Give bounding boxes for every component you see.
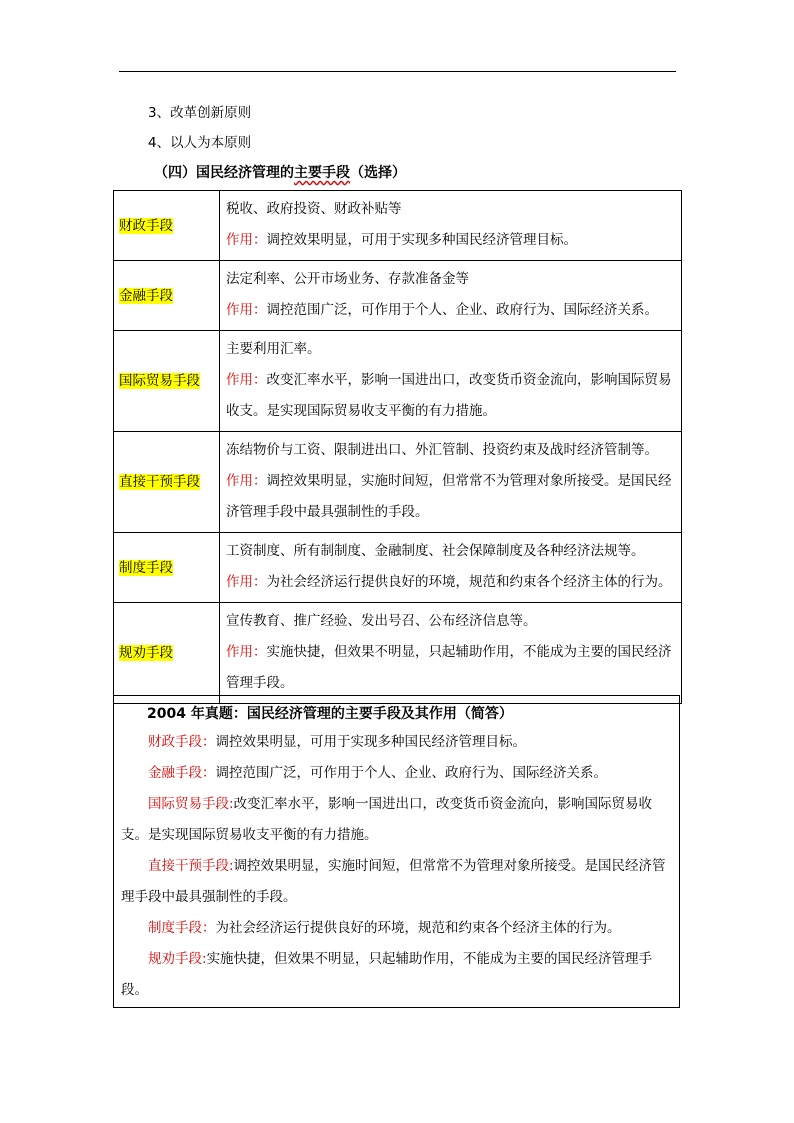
means-name: 金融手段: [119, 287, 173, 304]
exam-title: 2004 年真题：国民经济管理的主要手段及其作用（简答）: [147, 706, 513, 722]
means-name-cell: [114, 533, 220, 603]
means-effect: 作用：实施快捷，但效果不明显，只起辅助作用，不能成为主要的国民经济管理手段。: [226, 644, 672, 691]
exam-item: [121, 758, 673, 789]
exam-item-label: 财政手段：: [148, 734, 216, 750]
principle-item: 3、改革创新原则: [148, 105, 252, 121]
principle-item: 4、以人为本原则: [148, 135, 252, 151]
means-examples: 法定利率、公开市场业务、存款准备金等: [226, 271, 469, 287]
table-row: [114, 432, 682, 533]
means-name: 财政手段: [119, 217, 173, 234]
means-name-cell: [114, 432, 220, 533]
means-desc-cell: [220, 432, 682, 533]
means-name: 规劝手段: [119, 645, 173, 661]
means-name: 直接干预手段: [119, 474, 200, 490]
exam-item-text: 改变汇率水平，影响一国进出口，改变货币资金流向，影响国际贸易收支。是实现国际贸易收支平衡的有力措施。: [121, 796, 653, 843]
section-heading-emphasis: 主要手段: [294, 165, 350, 181]
means-desc-cell: [220, 191, 682, 261]
table-row: [114, 191, 682, 261]
means-examples: 主要利用汇率。: [226, 341, 321, 357]
means-table: [113, 190, 682, 704]
means-effect: 作用：为社会经济运行提供良好的环境，规范和约束各个经济主体的行为。: [226, 574, 672, 590]
exam-item: [121, 727, 673, 758]
means-effect: 作用：改变汇率水平，影响一国进出口，改变货币资金流向，影响国际贸易收支。是实现国际贸易收支平衡的有力措施。: [226, 372, 672, 419]
means-name-cell: [114, 261, 220, 331]
exam-item-label: 直接干预手段:: [148, 858, 234, 874]
section-heading-prefix: （四）国民经济管理的: [154, 165, 294, 181]
table-row: [114, 261, 682, 331]
table-row: [114, 533, 682, 603]
header-rule: [119, 71, 676, 72]
exam-box: [113, 695, 680, 1008]
section-heading: [154, 162, 406, 184]
effect-label: 作用：: [226, 644, 267, 660]
exam-item: [121, 913, 673, 944]
means-examples: 冻结物价与工资、限制进出口、外汇管制、投资约束及战时经济管制等。: [226, 442, 658, 458]
table-row: [114, 331, 682, 432]
effect-label: 作用：: [226, 473, 267, 489]
means-effect: 作用：调控范围广泛，可作用于个人、企业、政府行为、国际经济关系。: [226, 302, 658, 318]
means-name-cell: [114, 191, 220, 261]
exam-item-label: 规劝手段:: [148, 951, 207, 967]
means-effect: 作用：调控效果明显，可用于实现多种国民经济管理目标。: [226, 232, 577, 248]
means-name-cell: [114, 603, 220, 704]
exam-item-label: 金融手段：: [148, 765, 216, 781]
means-desc-cell: [220, 261, 682, 331]
effect-label: 作用：: [226, 574, 267, 590]
exam-item: [121, 944, 673, 1006]
means-name-cell: [114, 331, 220, 432]
exam-item-label: 制度手段：: [148, 920, 216, 936]
means-examples: 工资制度、所有制制度、金融制度、社会保障制度及各种经济法规等。: [226, 543, 645, 559]
section-heading-suffix: （选择）: [350, 165, 406, 181]
effect-label: 作用：: [226, 372, 267, 388]
exam-item-text: 实施快捷，但效果不明显，只起辅助作用，不能成为主要的国民经济管理手段。: [121, 951, 653, 998]
means-examples: 宣传教育、推广经验、发出号召、公布经济信息等。: [226, 613, 537, 629]
means-desc-cell: [220, 603, 682, 704]
exam-item: [121, 789, 673, 851]
means-effect: 作用：调控效果明显，实施时间短，但常常不为管理对象所接受。是国民经济管理手段中最具强制性的手段。: [226, 473, 672, 520]
exam-item-label: 国际贸易手段:: [148, 796, 234, 812]
exam-item-text: 调控效果明显，实施时间短，但常常不为管理对象所接受。是国民经济管理手段中最具强制性的手段。: [121, 858, 666, 905]
exam-item-text: 调控范围广泛，可作用于个人、企业、政府行为、国际经济关系。: [215, 765, 607, 781]
exam-item: [121, 851, 673, 913]
means-name: 制度手段: [119, 559, 173, 576]
means-examples: 税收、政府投资、财政补贴等: [226, 201, 402, 217]
means-name: 国际贸易手段: [119, 373, 200, 389]
means-desc-cell: [220, 331, 682, 432]
effect-label: 作用：: [226, 232, 267, 248]
exam-item-text: 调控效果明显，可用于实现多种国民经济管理目标。: [215, 734, 526, 750]
exam-item-text: 为社会经济运行提供良好的环境，规范和约束各个经济主体的行为。: [215, 920, 621, 936]
effect-label: 作用：: [226, 302, 267, 318]
table-row: [114, 603, 682, 704]
means-desc-cell: [220, 533, 682, 603]
